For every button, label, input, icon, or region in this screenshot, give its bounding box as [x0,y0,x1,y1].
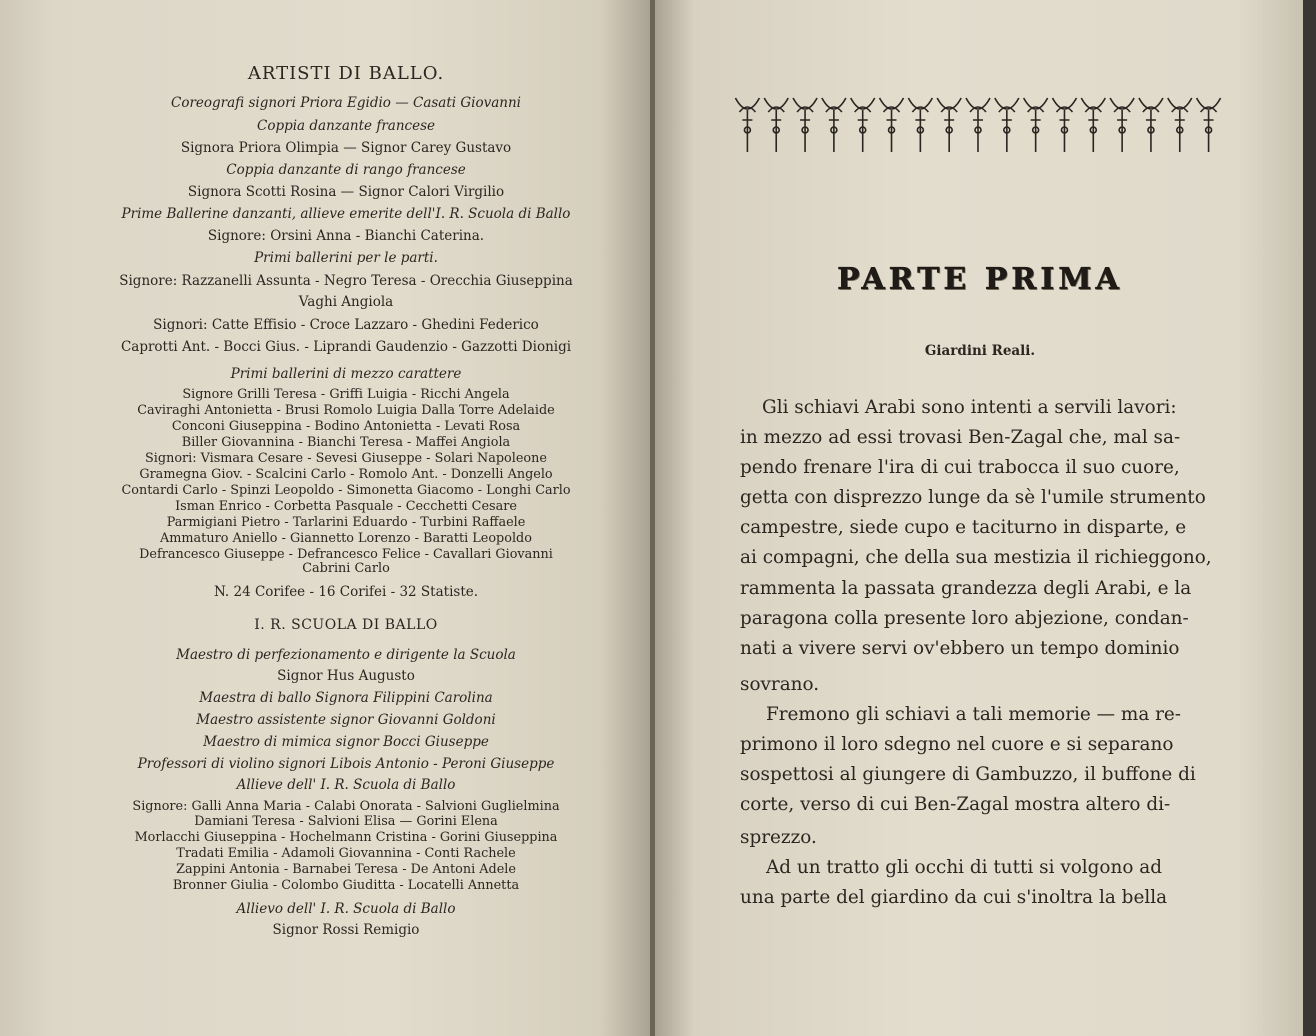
cast-line: Damiani Teresa - Salvioni Elisa — Gorini Elena [194,814,498,829]
cast-line: Prime Ballerine danzanti, allieve emerite dell'I. R. Scuola di Ballo [121,206,571,222]
cast-line: Maestro di mimica signor Bocci Giuseppe [203,734,489,750]
decorative-border-ornament-icon [733,90,1223,162]
cast-line: Signora Priora Olimpia — Signor Carey Gustavo [180,140,512,156]
cast-line: Maestro di perfezionamento e dirigente la Scuola [176,647,516,663]
ornament-motif [1110,98,1134,152]
part-heading: PARTE PRIMA [837,262,1123,297]
ornament-motif [995,98,1019,152]
cast-title: ARTISTI DI BALLO. [247,63,445,84]
ornament-motif [764,98,788,152]
cast-line: Signora Scotti Rosina — Signor Calori Virgilio [187,184,505,200]
left-page [0,0,652,1036]
text-line: rammenta la passata grandezza degli Arabi, e la [740,578,1192,599]
text-line: nati a vivere servi ov'ebbero un tempo dominio [740,638,1180,659]
ornament-motif [1052,98,1076,152]
ornament-motif [966,98,990,152]
cast-line: Signor Hus Augusto [277,668,415,684]
ornament-motif [851,98,875,152]
cast-line: Isman Enrico - Corbetta Pasquale - Cecchetti Cesare [175,499,517,514]
cast-line: Parmigiani Pietro - Tarlarini Eduardo - Turbini Raffaele [166,515,526,530]
ornament-motif [735,98,759,152]
ornament-motif [880,98,904,152]
cast-line: Primi ballerini per le parti. [254,250,438,266]
text-line: corte, verso di cui Ben-Zagal mostra altero di- [740,794,1171,815]
cast-line: Primi ballerini di mezzo carattere [230,366,462,382]
ornament-motif [1197,98,1221,152]
cast-line: Cabrini Carlo [302,561,390,576]
cast-line: Bronner Giulia - Colombo Giuditta - Locatelli Annetta [172,878,520,893]
text-line: in mezzo ad essi trovasi Ben-Zagal che, mal sa- [740,427,1181,448]
cast-line: Zappini Antonia - Barnabei Teresa - De Antoni Adele [176,862,516,877]
cast-line: Signori: Catte Effisio - Croce Lazzaro - Ghedini Federico [153,317,539,333]
cast-line: Signori: Vismara Cesare - Sevesi Giuseppe - Solari Napoleone [145,451,547,466]
cast-line: Defrancesco Giuseppe - Defrancesco Felice - Cavallari Giovanni [139,547,553,562]
cast-line: Morlacchi Giuseppina - Hochelmann Cristina - Gorini Giuseppina [134,830,558,845]
cast-line: Allievo dell' I. R. Scuola di Ballo [236,901,456,917]
cast-line: Conconi Giuseppina - Bodino Antonietta - Levati Rosa [171,419,521,434]
text-line: Fremono gli schiavi a tali memorie — ma re- [766,704,1182,725]
ornament-motif [937,98,961,152]
cast-line: Caprotti Ant. - Bocci Gius. - Liprandi Gaudenzio - Gazzotti Dionigi [120,339,572,355]
ornament-motif [822,98,846,152]
ornament-motif [1081,98,1105,152]
school-heading: I. R. SCUOLA DI BALLO [254,617,438,633]
text-line: sovrano. [740,674,820,695]
ornament-motif [1024,98,1048,152]
text-line: ai compagni, che della sua mestizia il richieggono, [740,547,1212,568]
cast-line: Coppia danzante francese [256,118,435,134]
cast-line: Signore Grilli Teresa - Griffi Luigia - Ricchi Angela [182,387,510,402]
cast-line: Signore: Razzanelli Assunta - Negro Teresa - Orecchia Giuseppina [119,273,573,289]
cast-line: N. 24 Corifee - 16 Corifei - 32 Statiste. [213,584,479,600]
cast-line: Biller Giovannina - Bianchi Teresa - Maffei Angiola [181,435,511,450]
ornament-motif [1168,98,1192,152]
ornament-motif [1139,98,1163,152]
cast-line: Caviraghi Antonietta - Brusi Romolo Luigia Dalla Torre Adelaide [137,403,555,418]
cast-line: Contardi Carlo - Spinzi Leopoldo - Simonetta Giacomo - Longhi Carlo [121,483,571,498]
cast-line: Coreografi signori Priora Egidio — Casati Giovanni [171,95,521,111]
cast-line: Coppia danzante di rango francese [226,162,466,178]
cast-line: Signor Rossi Remigio [272,922,420,938]
text-line: sprezzo. [740,827,817,848]
cast-line: Vaghi Angiola [298,294,394,310]
ornament-motif [908,98,932,152]
ornament-motif [793,98,817,152]
text-line: campestre, siede cupo e taciturno in disparte, e [740,517,1187,538]
text-line: Gli schiavi Arabi sono intenti a servili lavori: [762,397,1177,418]
cast-line: Signore: Orsini Anna - Bianchi Caterina. [207,228,485,244]
text-line: pendo frenare l'ira di cui trabocca il suo cuore, [740,457,1180,478]
cast-line: Maestra di ballo Signora Filippini Carolina [199,690,493,706]
cast-line: Ammaturo Aniello - Giannetto Lorenzo - Baratti Leopoldo [160,531,532,546]
cast-line: Signore: Galli Anna Maria - Calabi Onorata - Salvioni Guglielmina [132,799,560,814]
text-line: sospettosi al giungere di Gambuzzo, il buffone di [740,764,1196,785]
scene-title: Giardini Reali. [924,343,1036,359]
text-line: una parte del giardino da cui s'inoltra la bella [740,887,1168,908]
cast-line: Maestro assistente signor Giovanni Goldoni [196,712,496,728]
page-edge [1303,0,1316,1036]
text-line: primono il loro sdegno nel cuore e si separano [740,734,1174,755]
cast-line: Tradati Emilia - Adamoli Giovannina - Conti Rachele [176,846,516,861]
text-line: paragona colla presente loro abjezione, condan- [740,608,1189,629]
text-line: Ad un tratto gli occhi di tutti si volgono ad [766,857,1163,878]
cast-line: Allieve dell' I. R. Scuola di Ballo [236,777,456,793]
cast-line: Professori di violino signori Libois Antonio - Peroni Giuseppe [137,756,555,772]
cast-line: Gramegna Giov. - Scalcini Carlo - Romolo Ant. - Donzelli Angelo [139,467,553,482]
text-line: getta con disprezzo lunge da sè l'umile strumento [740,487,1206,508]
